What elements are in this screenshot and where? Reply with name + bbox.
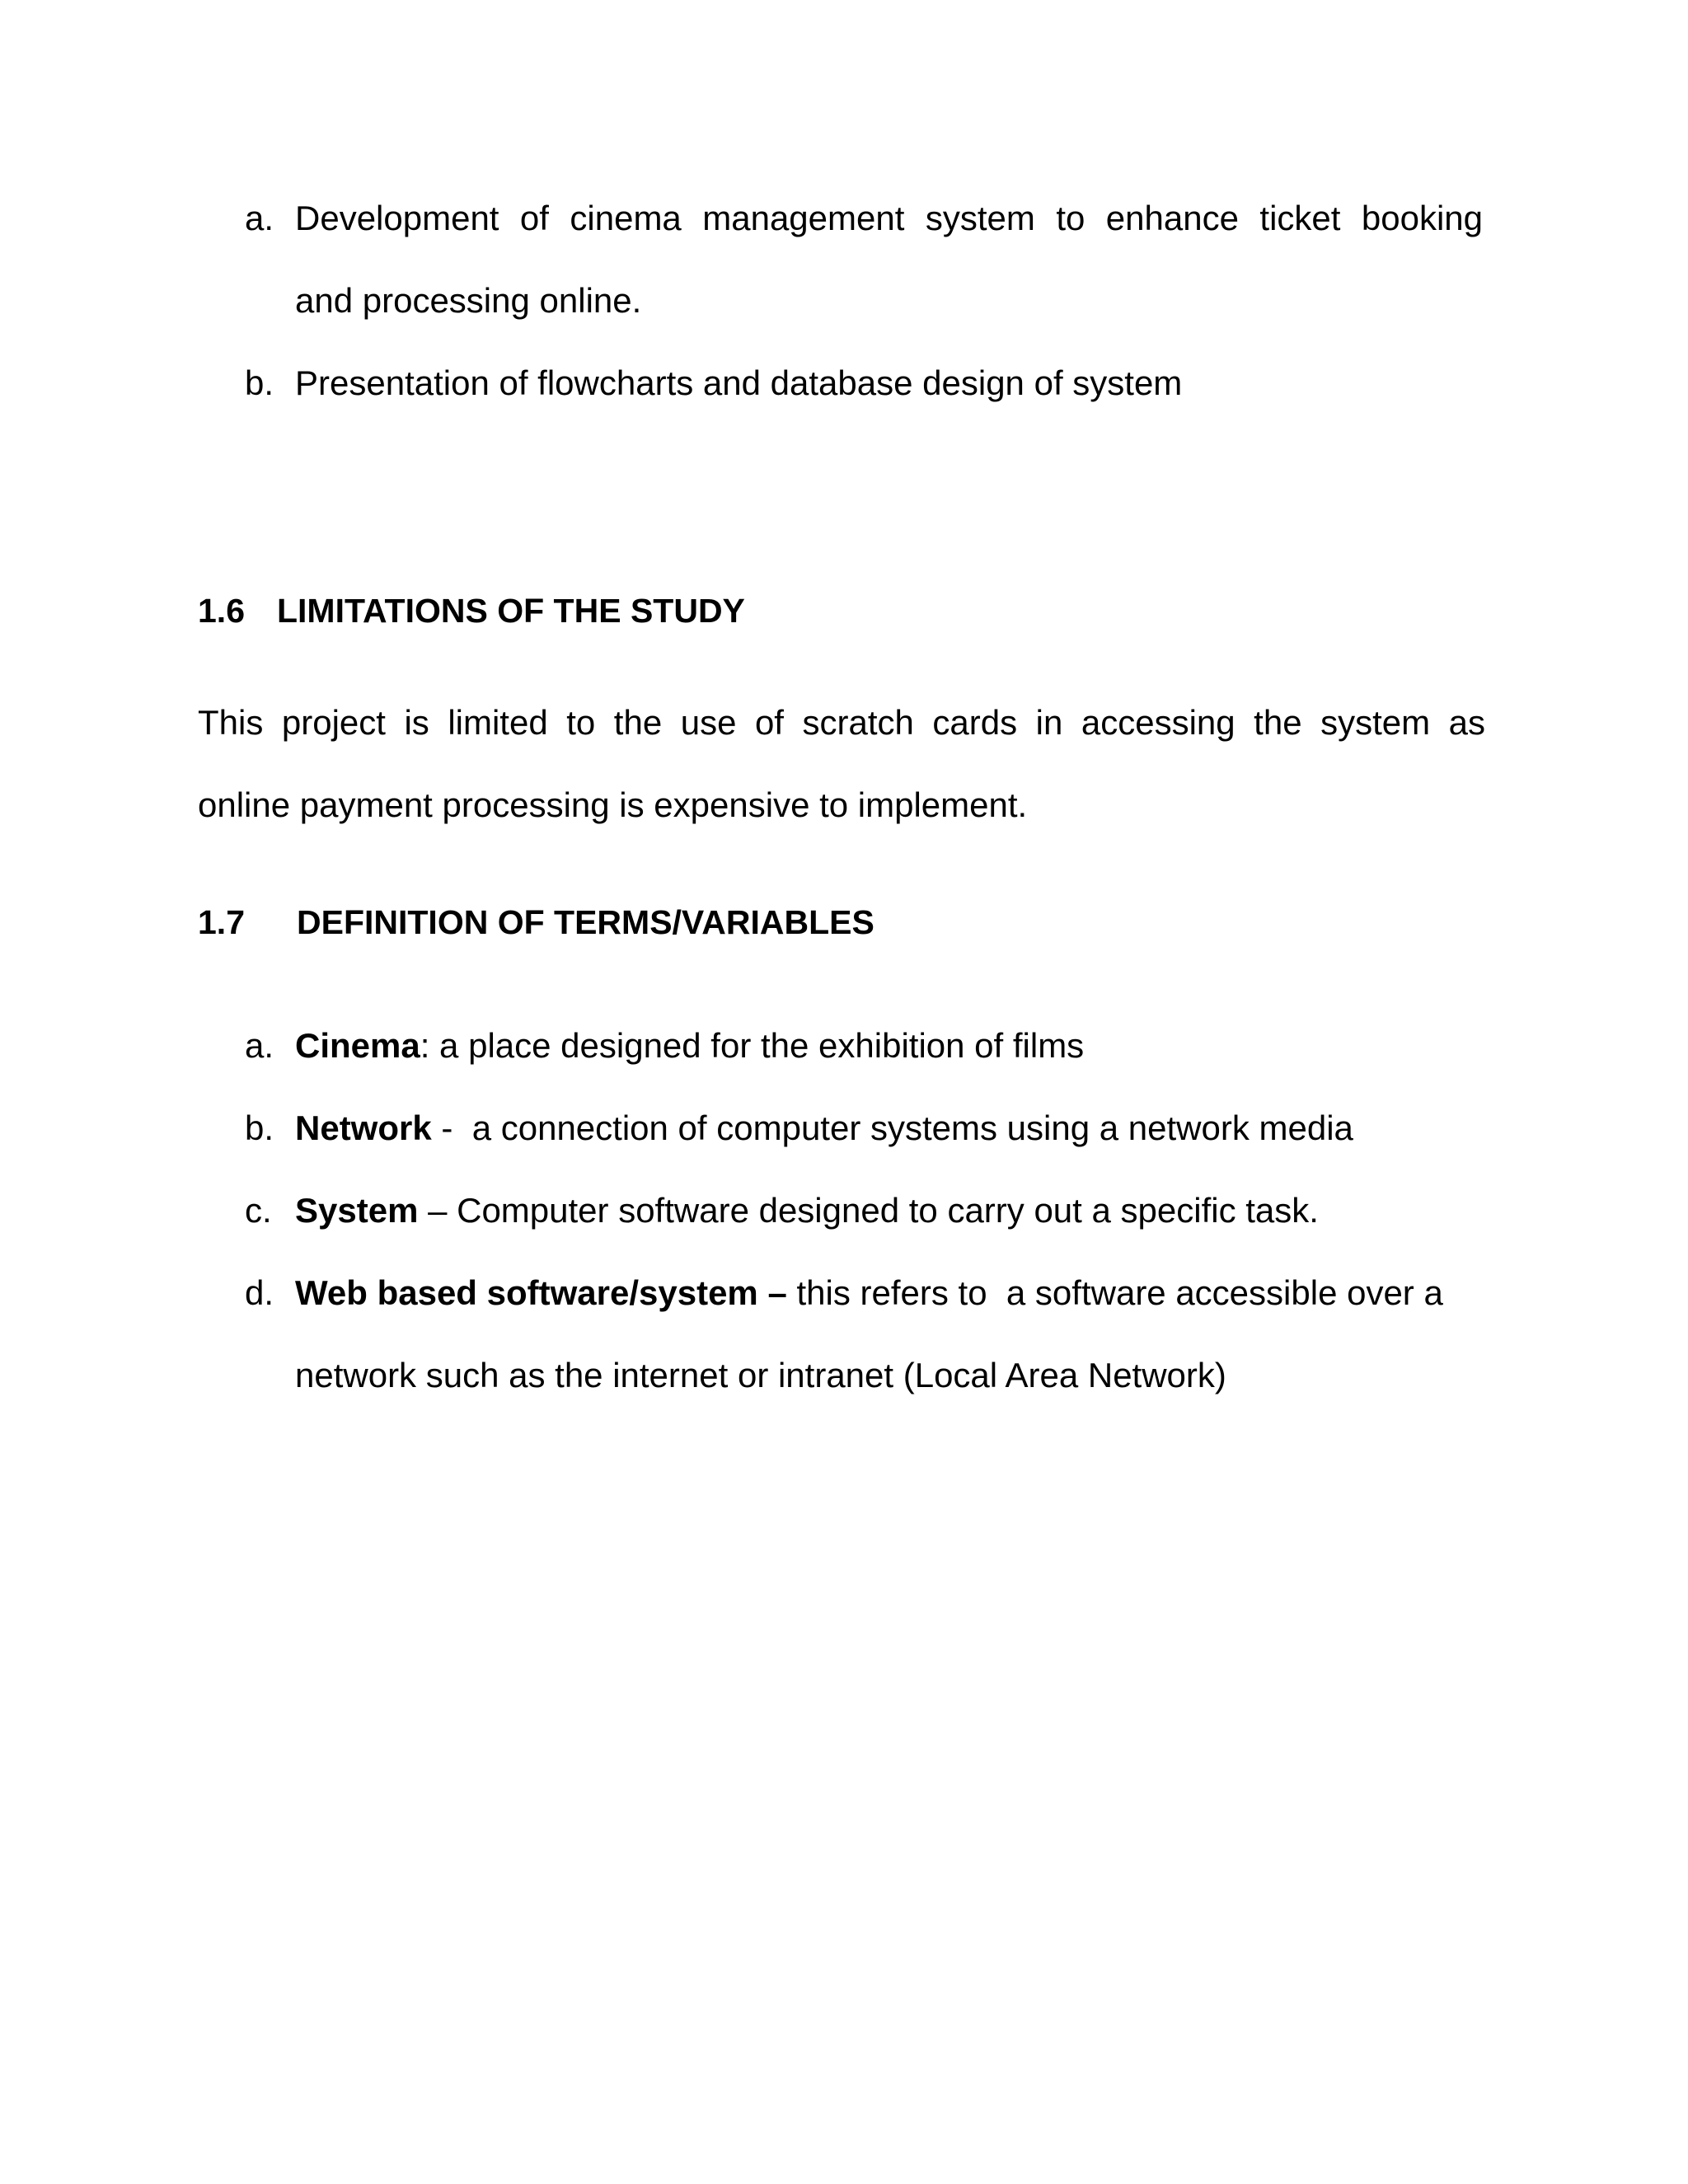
definition-text: : a place designed for the exhibition of films [420,1026,1085,1065]
definition-text: this refers to a software accessible over a [786,1273,1443,1312]
definition-line [295,1252,1483,1334]
objective-text-line2: and processing online. [295,281,642,320]
definition-term: Web based software/system – [295,1273,787,1312]
definition-line [295,1169,1483,1252]
definition-term: Network [295,1108,432,1147]
definition-term: Cinema [295,1026,420,1065]
objective-text-line1: Development of cinema management system to enhance ticket booking [295,199,1483,237]
list-marker: b. [245,1108,274,1147]
paragraph-line1: This project is limited to the use of scratch cards in accessing the system as [198,703,1485,742]
objective-text-line1: Presentation of flowcharts and database design of system [295,363,1183,402]
section-heading-1-6 [198,592,745,630]
section-heading-1-7 [198,903,874,942]
section-title: DEFINITION OF TERMS/VARIABLES [297,903,874,941]
list-marker: b. [245,363,274,402]
section-title: LIMITATIONS OF THE STUDY [277,592,745,630]
list-marker: c. [245,1191,272,1230]
definition-text: - a connection of computer systems using a network media [431,1108,1353,1147]
definition-text: – Computer software designed to carry out a specific task. [418,1191,1319,1230]
paragraph-line2: online payment processing is expensive to implement. [198,785,1028,824]
list-marker: a. [245,1026,274,1065]
section-number: 1.6 [198,592,245,630]
definition-line [295,1005,1483,1087]
limitations-paragraph [198,682,1485,846]
list-marker: a. [245,199,274,237]
definition-line2: network such as the internet or intranet (Local Area Network) [295,1356,1226,1394]
section-number: 1.7 [198,903,245,941]
definition-term: System [295,1191,419,1230]
list-marker: d. [245,1273,274,1312]
definition-line [295,1087,1483,1169]
